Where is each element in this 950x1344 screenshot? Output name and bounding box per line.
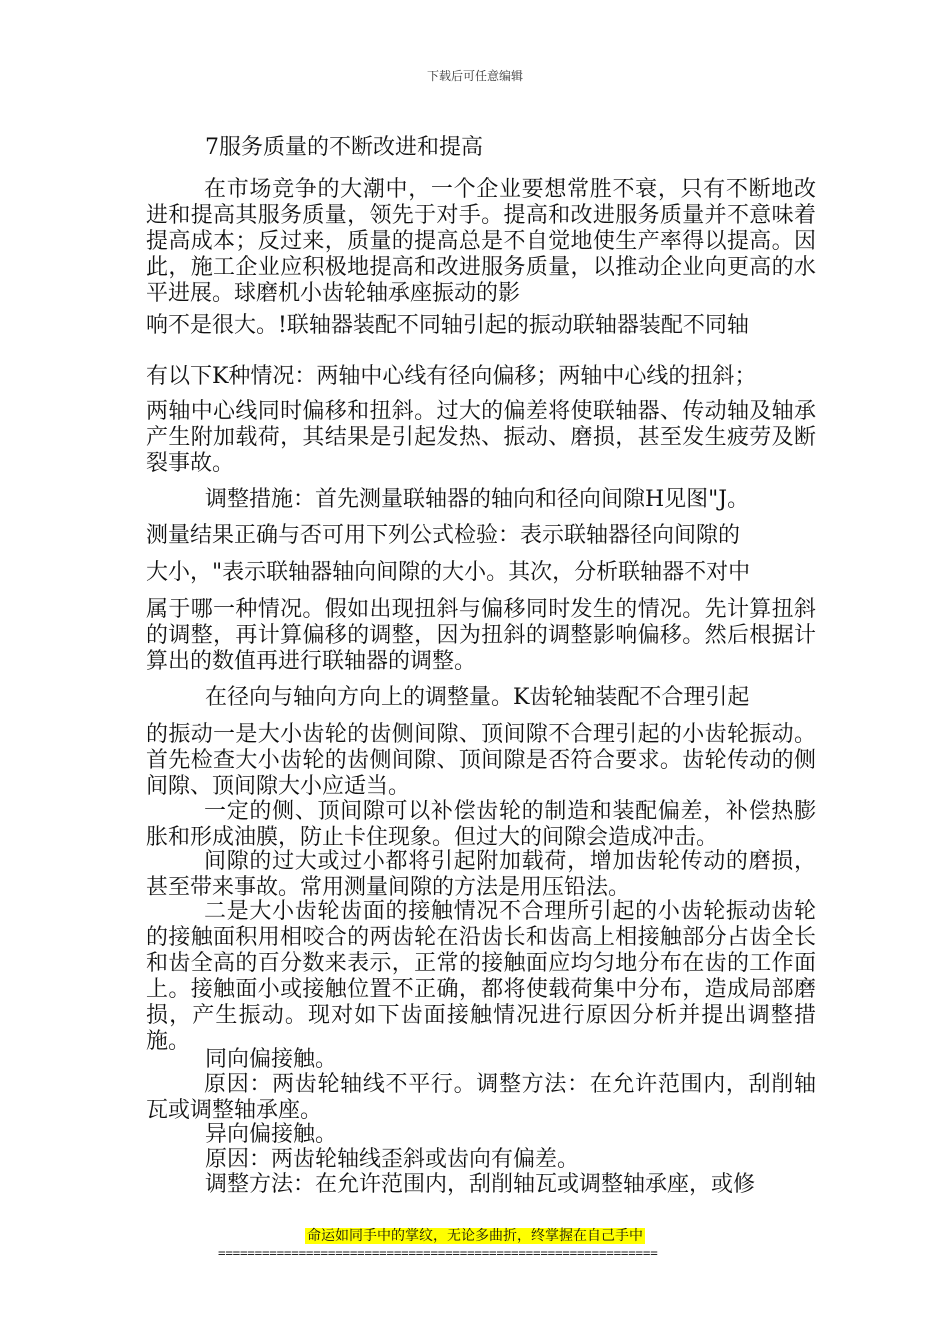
paragraph-line: 响不是很大。!联轴器装配不同轴引起的振动联轴器装配不同轴 [146,313,749,338]
footer-motto-text: 命运如同手中的掌纹，无论多曲折，终掌握在自己手中 [307,1228,643,1244]
paragraph-line: 在径向与轴向方向上的调整量。K齿轮轴装配不合理引起 [205,685,750,710]
page-header: 下载后可任意编辑 [426,69,523,83]
paragraph-tooth-contact: 二是大小齿轮齿面的接触情况不合理所引起的小齿轮振动齿轮的接触面积用相咬合的两齿轮在沿齿长和齿高上相接触部分占齿全长和齿全高的百分数来表示，正常的接触面应均匀地分布在齿的工作面上。接触面小或接触位置不正确，都将使载荷集中分布，造成局部磨损，产生振动。现对如下齿面接触情况进行原因分析并提出调整措施。 [146,899,816,1054]
paragraph-line: 大小，"表示联轴器轴向间隙的大小。其次，分析联轴器不对中 [146,560,751,585]
paragraph-parallel-contact: 原因：两齿轮轴线不平行。调整方法：在允许范围内，刮削轴瓦或调整轴承座。 [146,1072,816,1123]
paragraph-adjustment: 属于哪一种情况。假如出现扭斜与偏移同时发生的情况。先计算扭斜的调整，再计算偏移的调整，因为扭斜的调整影响偏移。然后根据计算出的数值再进行联轴器的调整。 [146,597,816,674]
list-line: 异向偏接触。 [205,1122,338,1147]
paragraph-gear-clearance: 的振动一是大小齿轮的齿侧间隙、顶间隙不合理引起的小齿轮振动。首先检查大小齿轮的齿侧间隙、顶间隙是否符合要求。齿轮传动的侧间隙、顶间隙大小应适当。 [146,722,816,799]
list-line: 同向偏接触。 [205,1047,338,1072]
paragraph-clearance-compensation: 一定的侧、顶间隙可以补偿齿轮的制造和装配偏差，补偿热膨胀和形成油膜，防止卡住现象。但过大的间隙会造成冲击。 [146,799,816,850]
paragraph-market-competition: 在市场竞争的大潮中，一个企业要想常胜不衰，只有不断地改进和提高其服务质量，领先于对手。提高和改进服务质量并不意味着提高成本；反过来，质量的提高总是不自觉地使生产率得以提高。因此，施工企业应积极地提高和改进服务质量，以推动企业向更高的水平进展。球磨机小齿轮轴承座振动的影 [146,177,816,306]
paragraph-coupling-deviation: 两轴中心线同时偏移和扭斜。过大的偏差将使联轴器、传动轴及轴承产生附加载荷，其结果是引起发热、振动、磨损，甚至发生疲劳及断裂事故。 [146,399,816,476]
paragraph-line: 有以下K种情况：两轴中心线有径向偏移；两轴中心线的扭斜； [146,364,757,389]
list-line: 原因：两齿轮轴线歪斜或齿向有偏差。 [205,1147,580,1172]
footer-rule: ============================================================ [218,1245,658,1260]
section-title: 7服务质量的不断改进和提高 [205,135,483,160]
footer-motto [0,1225,950,1246]
list-line: 调整方法：在允许范围内，刮削轴瓦或调整轴承座，或修 [205,1172,756,1197]
paragraph-line: 测量结果正确与否可用下列公式检验：表示联轴器径向间隙的 [146,523,741,548]
paragraph-lead-method: 间隙的过大或过小都将引起附加载荷，增加齿轮传动的磨损，甚至带来事故。常用测量间隙的方法是用压铅法。 [146,849,816,900]
paragraph-line: 调整措施：首先测量联轴器的轴向和径向间隙H见图"J。 [205,487,750,512]
